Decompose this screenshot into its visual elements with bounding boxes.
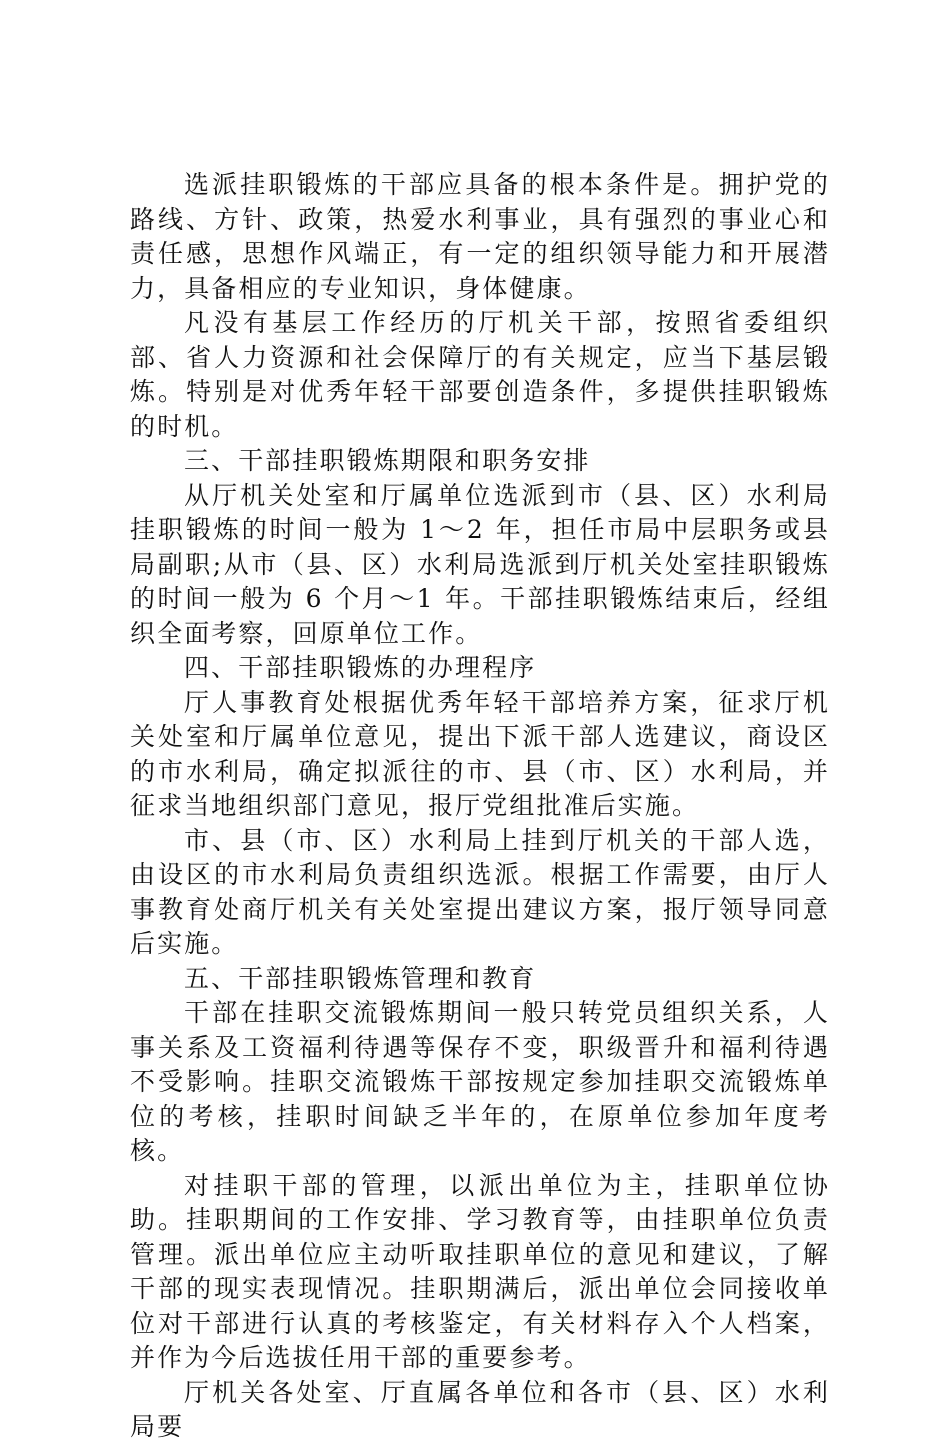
paragraph-procedure-up: 市、县（市、区）水利局上挂到厅机关的干部人选，由设区的市水利局负责组织选派。根据工作需要，由厅人事教育处商厅机关有关处室提出建议方案，报厅领导同意后实施。 [130,825,830,958]
paragraph-procedure-down: 厅人事教育处根据优秀年轻干部培养方案，征求厅机关处室和厅属单位意见，提出下派干部人选建议，商设区的市水利局，确定拟派往的市、县（市、区）水利局，并征求当地组织部门意见，报厅党组批准后实施。 [130,687,830,820]
paragraph-basic-conditions: 选派挂职锻炼的干部应具备的根本条件是。拥护党的路线、方针、政策，热爱水利事业，具有强烈的事业心和责任感，思想作风端正，有一定的组织领导能力和开展潜力，具备相应的专业知识，身体健康。 [130,170,830,303]
paragraph-relations: 干部在挂职交流锻炼期间一般只转党员组织关系，人事关系及工资福利待遇等保存不变，职级晋升和福利待遇不受影响。挂职交流锻炼干部按规定参加挂职交流锻炼单位的考核，挂职时间缺乏半年的，在原单位参加年度考核。 [130,998,830,1165]
section-heading-3: 三、干部挂职锻炼期限和职务安排 [184,446,591,475]
paragraph-duration: 从厅机关处室和厅属单位选派到市（县、区）水利局挂职锻炼的时间一般为 1～2 年，担任市局中层职务或县局副职;从市（县、区）水利局选派到厅机关处室挂职锻炼的时间一般为 6 个月～1 年。干部挂职锻炼结束后，经组织全面考察，回原单位工作。 [130,480,830,648]
paragraph-management: 对挂职干部的管理，以派出单位为主，挂职单位协助。挂职期间的工作安排、学习教育等，由挂职单位负责管理。派出单位应主动听取挂职单位的意见和建议，了解干部的现实表现情况。挂职期满后，派出单位会同接收单位对干部进行认真的考核鉴定，有关材料存入个人档案，并作为今后选拔任用干部的重要参考。 [130,1170,830,1372]
paragraph-final: 厅机关各处室、厅直属各单位和各市（县、区）水利局要 [130,1377,830,1441]
paragraph-grassroots-requirement: 凡没有基层工作经历的厅机关干部，按照省委组织部、省人力资源和社会保障厅的有关规定，应当下基层锻炼。特别是对优秀年轻干部要创造条件，多提供挂职锻炼的时机。 [130,308,830,441]
document-body [130,168,830,1445]
section-heading-5: 五、干部挂职锻炼管理和教育 [184,963,537,993]
section-heading-4: 四、干部挂职锻炼的办理程序 [184,653,537,682]
